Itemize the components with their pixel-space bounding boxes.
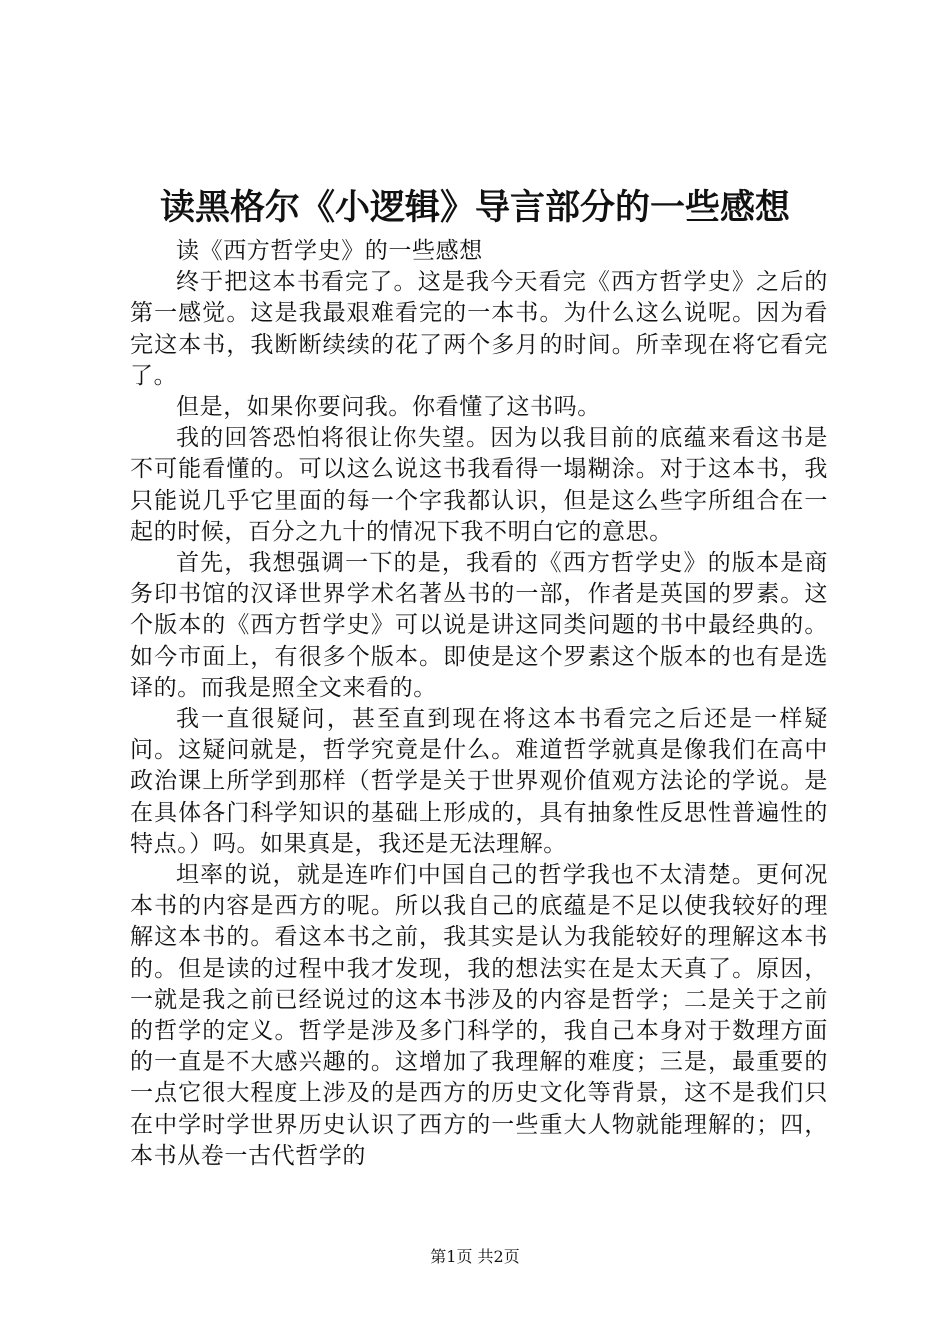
paragraph: 首先，我想强调一下的是，我看的《西方哲学史》的版本是商务印书馆的汉译世界学术名著丛书的一部，作者是英国的罗素。这个版本的《西方哲学史》可以说是讲这同类问题的书中最经典的。如今市面上，有很多个版本。即使是这个罗素这个版本的也有是选译的。而我是照全文来看的。 [130, 550, 828, 701]
paragraph-subtitle: 读《西方哲学史》的一些感想 [176, 238, 483, 264]
paragraph: 坦率的说，就是连咋们中国自己的哲学我也不太清楚。更何况本书的内容是西方的呢。所以我自己的底蕴是不足以使我较好的理解这本书的。看这本书之前，我其实是认为我能较好的理解这本书的。但是读的过程中我才发现，我的想法实在是太天真了。原因，一就是我之前已经说过的这本书涉及的内容是哲学；二是关于之前的哲学的定义。哲学是涉及多门科学的，我自己本身对于数理方面的一直是不大感兴趣的。这增加了我理解的难度；三是，最重要的一点它很大程度上涉及的是西方的历史文化等背景，这不是我们只在中学时学世界历史认识了西方的一些重大人物就能理解的；四，本书从卷一古代哲学的 [130, 862, 828, 1169]
paragraph: 但是，如果你要问我。你看懂了这书吗。 [176, 394, 601, 421]
paragraph: 我一直很疑问，甚至直到现在将这本书看完之后还是一样疑问。这疑问就是，哲学究竟是什么。难道哲学就真是像我们在高中政治课上所学到那样（哲学是关于世界观价值观方法论的学说。是在具体各门科学知识的基础上形成的，具有抽象性反思性普遍性的特点。）吗。如果真是，我还是无法理解。 [130, 706, 828, 857]
page-footer: 第1页 共2页 [430, 1247, 520, 1266]
document-title: 读黑格尔《小逻辑》导言部分的一些感想 [159, 188, 790, 228]
paragraph: 终于把这本书看完了。这是我今天看完《西方哲学史》之后的第一感觉。这是我最艰难看完的一本书。为什么这么说呢。因为看完这本书，我断断续续的花了两个多月的时间。所幸现在将它看完了。 [130, 269, 828, 389]
document-body [130, 236, 828, 1172]
paragraph: 我的回答恐怕将很让你失望。因为以我目前的底蕴来看这书是不可能看懂的。可以这么说这书我看得一塌糊涂。对于这本书，我只能说几乎它里面的每一个字我都认识，但是这么些字所组合在一起的时候，百分之九十的情况下我不明白它的意思。 [130, 425, 828, 545]
